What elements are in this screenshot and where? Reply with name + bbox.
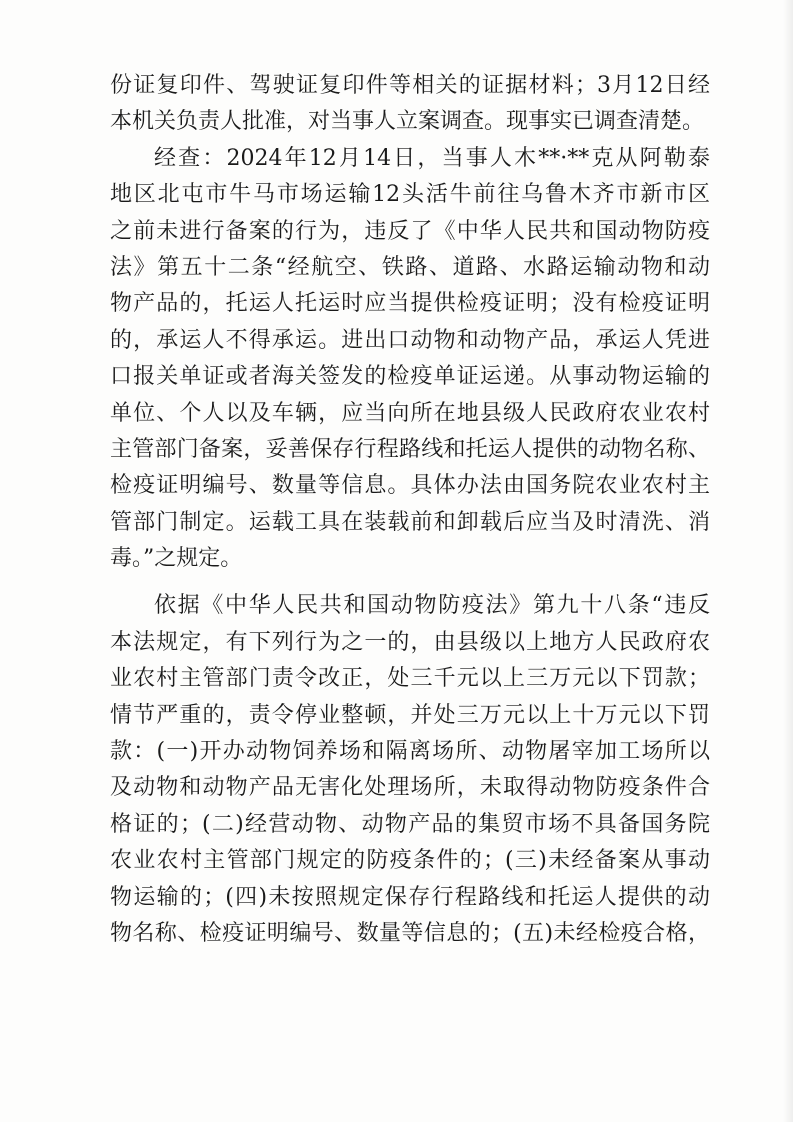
text-line: 经查：2024年12月14日，当事人木**·**克从阿勒泰	[154, 145, 710, 171]
text-line: 管部门制定。运载工具在装载前和卸载后应当及时清洗、消	[110, 509, 710, 535]
text-line: 地区北屯市牛马市场运输12头活牛前往乌鲁木齐市新市区	[110, 182, 710, 208]
text-line: 款：(一)开办动物饲养场和隔离场所、动物屠宰加工场所以	[110, 739, 710, 765]
text-line: 单位、个人以及车辆，应当向所在地县级人民政府农业农村	[110, 400, 710, 426]
text-line: 本机关负责人批准，对当事人立案调查。现事实已调查清楚。	[110, 109, 705, 135]
text-line: 检疫证明编号、数量等信息。具体办法由国务院农业农村主	[110, 473, 710, 499]
text-line: 本法规定，有下列行为之一的，由县级以上地方人民政府农	[110, 629, 710, 655]
text-line: 的，承运人不得承运。进出口动物和动物产品，承运人凭进	[110, 327, 710, 353]
document-body	[110, 68, 710, 952]
paragraph-evidence	[110, 68, 710, 141]
text-line: 口报关单证或者海关签发的检疫单证运递。从事动物运输的	[110, 364, 710, 390]
page-edge-shadow	[783, 0, 793, 1122]
text-line: 毒。”之规定。	[110, 546, 243, 572]
paragraph-legal-basis	[110, 588, 710, 952]
text-line: 格证的；(二)经营动物、动物产品的集贸市场不具备国务院	[110, 811, 710, 837]
text-line: 之前未进行备案的行为，违反了《中华人民共和国动物防疫	[110, 218, 710, 244]
paragraph-spacer	[110, 577, 710, 588]
text-line: 份证复印件、驾驶证复印件等相关的证据材料；3月12日经	[110, 73, 710, 98]
text-line: 法》第五十二条“经航空、铁路、道路、水路运输动物和动	[110, 254, 710, 280]
text-line: 农业农村主管部门规定的防疫条件的；(三)未经备案从事动	[110, 848, 710, 874]
text-line: 物产品的，托运人托运时应当提供检疫证明；没有检疫证明	[110, 291, 710, 317]
text-line: 主管部门备案，妥善保存行程路线和托运人提供的动物名称、	[110, 436, 710, 462]
text-line: 依据《中华人民共和国动物防疫法》第九十八条“违反	[154, 593, 710, 619]
text-line: 业农村主管部门责令改正，处三千元以上三万元以下罚款；	[110, 666, 710, 692]
text-line: 物运输的；(四)未按照规定保存行程路线和托运人提供的动	[110, 884, 710, 910]
paragraph-findings	[110, 141, 710, 578]
text-line: 情节严重的，责令停业整顿，并处三万元以上十万元以下罚	[110, 702, 710, 728]
text-line: 及动物和动物产品无害化处理场所，未取得动物防疫条件合	[110, 775, 710, 801]
text-line: 物名称、检疫证明编号、数量等信息的；(五)未经检疫合格，	[110, 920, 710, 946]
